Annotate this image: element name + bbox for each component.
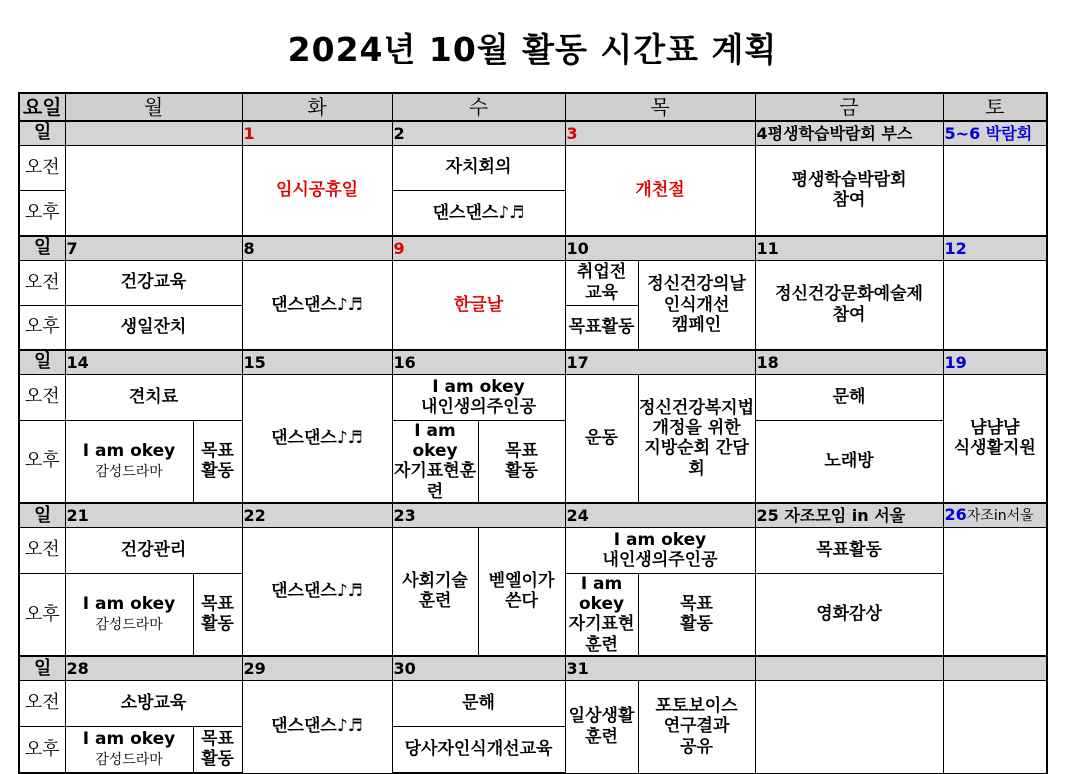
cell-thu-pm-a <box>565 573 638 656</box>
date-mon: 7 <box>65 236 242 260</box>
date-fri: 18 <box>755 350 943 374</box>
date-wed: 16 <box>392 350 565 374</box>
cell-wed-am: 문해 <box>392 680 565 726</box>
period-am: 오전 <box>19 527 65 573</box>
cell-wed-b-line2: 쓴다 <box>505 591 538 612</box>
cell-mon-pm-b-line1: 목표 <box>201 593 234 614</box>
date-tue: 1 <box>242 121 392 145</box>
header-sat: 토 <box>943 93 1047 121</box>
cell-fri-line2: 참여 <box>832 190 866 211</box>
date-fri: 4평생학습박람회 부스 <box>755 121 943 145</box>
cell-sat <box>943 374 1047 503</box>
cell-wed-am: 자치회의 <box>392 145 565 190</box>
cell-wed-pm-a <box>392 420 478 503</box>
cell-mon-pm-b <box>193 573 242 656</box>
date-tue: 22 <box>242 503 392 527</box>
cell-mon-pm-b <box>193 726 242 773</box>
page-title: 2024년 10월 활동 시간표 계획 <box>287 30 778 69</box>
date-mon: 28 <box>65 656 242 680</box>
cell-thu-side-line3: 캠페인 <box>671 314 722 335</box>
cell-thu-am <box>565 527 755 573</box>
period-pm: 오후 <box>19 305 65 350</box>
cell-mon-pm-a <box>65 420 193 503</box>
date-sat-text: 자조in서울 <box>966 508 1034 525</box>
cell-thu-am-line2: 교육 <box>585 282 618 303</box>
cell-mon-pm-b-line2: 활동 <box>201 461 234 482</box>
header-wed: 수 <box>392 93 565 121</box>
cell-thu-a-line2: 훈련 <box>585 726 618 747</box>
date-thu: 3 <box>565 121 755 145</box>
cell-fri-line2: 참여 <box>832 304 866 325</box>
cell-mon-pm-a <box>65 573 193 656</box>
date-fri: 25 자조모임 in 서울 <box>755 503 943 527</box>
cell-mon-pm-a <box>65 726 193 773</box>
period-am: 오전 <box>19 374 65 420</box>
date-sat <box>943 503 1047 527</box>
header-mon: 월 <box>65 93 242 121</box>
cell-fri-am: 문해 <box>755 374 943 420</box>
cell-thu-side <box>638 260 755 350</box>
period-am: 오전 <box>19 680 65 726</box>
cell-thu-b-line3: 지방순회 간담회 <box>644 438 749 479</box>
date-wed: 9 <box>392 236 565 260</box>
cell-wed-pm-b-line2: 활동 <box>505 461 538 482</box>
cell-thu-b <box>638 374 755 503</box>
cell-fri-line1: 정신건강문화예술제 <box>775 284 923 305</box>
cell-thu-side-line1: 정신건강의날 <box>647 274 746 295</box>
cell-thu-b-line1: 정신건강복지법 <box>639 397 755 418</box>
date-tue: 15 <box>242 350 392 374</box>
schedule-table <box>18 92 1048 774</box>
cell-sat <box>943 527 1047 656</box>
cell-thu-b-line2: 연구결과 <box>663 716 730 737</box>
date-thu: 31 <box>565 656 755 680</box>
cell-thu-b-line2: 개정을 위한 <box>652 417 741 438</box>
cell-mon-am: 견치료 <box>65 374 242 420</box>
cell-mon-pm-a-line2: 감성드라마 <box>95 617 163 634</box>
cell-wed-pm-a-line1: I am okey <box>412 420 458 461</box>
cell-tue: 댄스댄스♪♬ <box>242 374 392 503</box>
date-fri <box>755 656 943 680</box>
cell-wed-a-line1: 사회기술 <box>402 570 468 591</box>
cell-fri-pm: 노래방 <box>755 420 943 503</box>
cell-mon-pm-a-line2: 감성드라마 <box>95 464 163 481</box>
cell-fri <box>755 260 943 350</box>
cell-mon-pm-b-line1: 목표 <box>201 440 234 461</box>
cell-wed: 한글날 <box>392 260 565 350</box>
day-label: 일 <box>19 350 65 374</box>
cell-mon-am: 소방교육 <box>65 680 242 726</box>
cell-fri-pm: 영화감상 <box>755 573 943 656</box>
cell-fri <box>755 145 943 236</box>
cell-thu-am-line1: 취업전 <box>576 262 627 283</box>
cell-sat <box>943 145 1047 236</box>
cell-mon-pm-b-line1: 목표 <box>201 728 234 749</box>
date-sat-text: 박람회 <box>985 123 1033 143</box>
cell-wed-am <box>392 374 565 420</box>
cell-thu-a: 운동 <box>565 374 638 503</box>
cell-sat <box>943 680 1047 773</box>
date-sat: 12 <box>943 236 1047 260</box>
cell-mon-pm-b-line2: 활동 <box>201 614 234 635</box>
cell-wed-a-line2: 훈련 <box>418 591 452 612</box>
cell-mon-am: 건강교육 <box>65 260 242 305</box>
cell-wed-pm: 당사자인식개선교육 <box>392 726 565 773</box>
cell-wed-pm: 댄스댄스♪♬ <box>392 190 565 236</box>
date-tue: 29 <box>242 656 392 680</box>
header-tue: 화 <box>242 93 392 121</box>
period-am: 오전 <box>19 145 65 190</box>
cell-wed-pm-a-line2: 자기표현훈련 <box>393 461 477 502</box>
cell-wed-a <box>392 527 478 656</box>
day-label: 일 <box>19 121 65 145</box>
cell-fri <box>755 680 943 773</box>
date-sat <box>943 656 1047 680</box>
header-yoil: 요일 <box>19 93 65 121</box>
cell-mon-pm-a-line2: 감성드라마 <box>95 752 163 769</box>
cell-wed-am-line1: I am okey <box>432 376 525 397</box>
date-mon: 21 <box>65 503 242 527</box>
period-pm: 오후 <box>19 190 65 236</box>
cell-thu: 개천절 <box>565 145 755 236</box>
cell-mon-pm-b <box>193 420 242 503</box>
cell-thu-b-line3: 공유 <box>680 736 713 757</box>
date-mon: 14 <box>65 350 242 374</box>
date-fri: 11 <box>755 236 943 260</box>
cell-thu-pm-a-line1: I am okey <box>578 573 625 614</box>
cell-mon-pm-b-line2: 활동 <box>201 749 234 770</box>
day-label: 일 <box>19 503 65 527</box>
cell-thu-pm-b <box>638 573 755 656</box>
cell-thu-pm-b-line2: 활동 <box>680 614 713 635</box>
period-am: 오전 <box>19 260 65 305</box>
cell-wed-pm-b-line1: 목표 <box>505 440 538 461</box>
header-thu: 목 <box>565 93 755 121</box>
cell-sat <box>943 260 1047 350</box>
date-sat: 19 <box>943 350 1047 374</box>
cell-thu-b <box>638 680 755 773</box>
cell-thu-am-line2: 내인생의주인공 <box>602 550 718 571</box>
cell-thu-b-line1: 포토보이스 <box>655 696 738 717</box>
cell-sat-line1: 냠냠냠 <box>970 417 1020 438</box>
cell-tue: 댄스댄스♪♬ <box>242 260 392 350</box>
period-pm: 오후 <box>19 420 65 503</box>
cell-thu-a <box>565 680 638 773</box>
cell-thu-a-line1: 일상생활 <box>568 706 635 727</box>
date-thu: 24 <box>565 503 755 527</box>
cell-wed-am-line2: 내인생의주인공 <box>421 397 536 417</box>
cell-wed-pm-b <box>478 420 565 503</box>
cell-sat-line2: 식생활지원 <box>953 438 1036 459</box>
date-tue: 8 <box>242 236 392 260</box>
date-sat-num: 5~6 <box>944 123 981 143</box>
cell-tue: 댄스댄스♪♬ <box>242 680 392 773</box>
cell-thu-pm-b-line1: 목표 <box>680 593 713 614</box>
cell-thu-am <box>565 260 638 305</box>
date-wed: 2 <box>392 121 565 145</box>
cell-mon-pm-a-line1: I am okey <box>82 440 176 461</box>
date-thu: 10 <box>565 236 755 260</box>
date-thu: 17 <box>565 350 755 374</box>
day-label: 일 <box>19 236 65 260</box>
cell-mon <box>65 145 242 236</box>
cell-thu-side-line2: 인식개선 <box>663 294 730 315</box>
date-mon <box>65 121 242 145</box>
cell-tue: 댄스댄스♪♬ <box>242 527 392 656</box>
date-sat-num: 26 <box>944 505 967 525</box>
period-pm: 오후 <box>19 573 65 656</box>
date-sat <box>943 121 1047 145</box>
cell-mon-pm-a-line1: I am okey <box>82 593 176 614</box>
date-wed: 30 <box>392 656 565 680</box>
cell-fri-am: 목표활동 <box>755 527 943 573</box>
date-wed: 23 <box>392 503 565 527</box>
cell-wed-b <box>478 527 565 656</box>
header-fri: 금 <box>755 93 943 121</box>
cell-wed-b-line1: 벧엘이가 <box>488 570 555 591</box>
cell-thu-pm-a-line2: 자기표현훈련 <box>568 614 635 655</box>
cell-thu-pm: 목표활동 <box>565 305 638 350</box>
cell-fri-line1: 평생학습박람회 <box>791 169 907 190</box>
cell-mon-pm: 생일잔치 <box>65 305 242 350</box>
cell-mon-am: 건강관리 <box>65 527 242 573</box>
cell-thu-am-line1: I am okey <box>613 529 707 550</box>
day-label: 일 <box>19 656 65 680</box>
cell-mon-pm-a-line1: I am okey <box>82 728 176 749</box>
cell-tue: 임시공휴일 <box>242 145 392 236</box>
period-pm: 오후 <box>19 726 65 773</box>
